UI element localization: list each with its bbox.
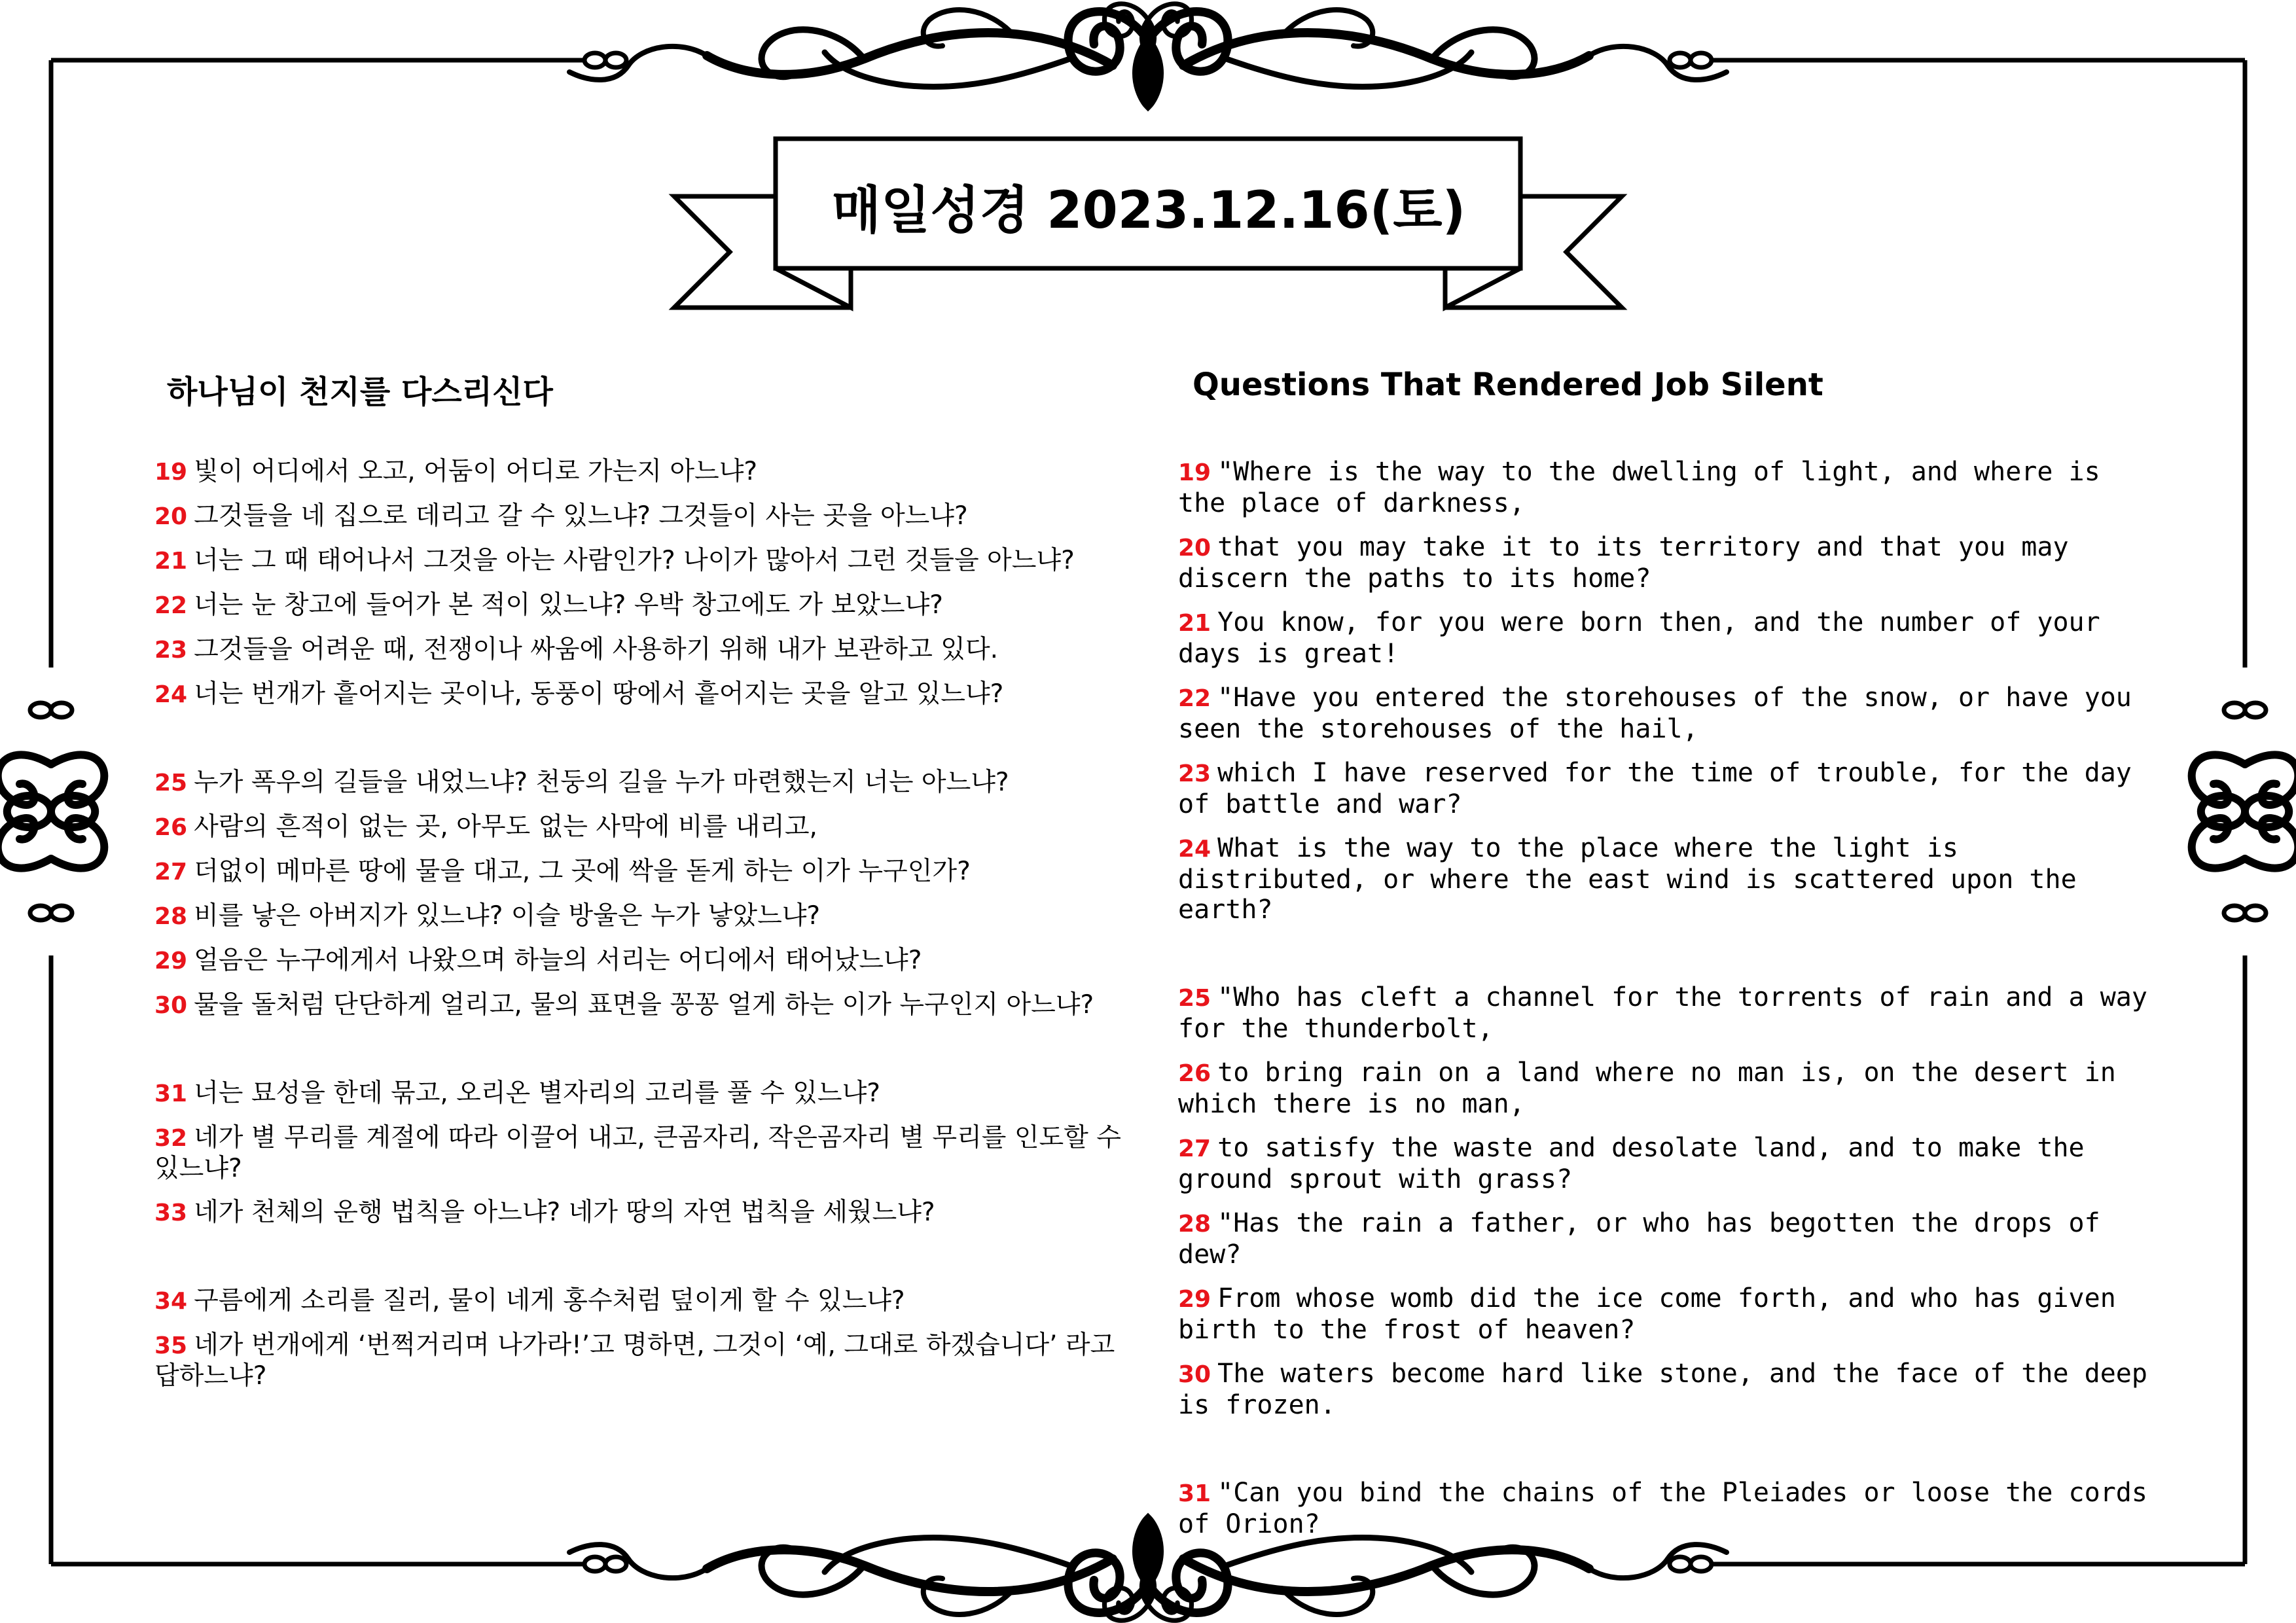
verse-text: You know, for you were born then, and the number of your days is great! (1178, 607, 2100, 669)
verse-number: 23 (1178, 760, 1211, 787)
verse-text: 네가 번개에게 ‘번쩍거리며 나가라!’고 명하면, 그것이 ‘예, 그대로 하겠습니다’ 라고 답하느냐? (154, 1330, 1115, 1391)
verse (1178, 1359, 2160, 1420)
verse (1178, 758, 2160, 819)
verse (154, 768, 1130, 798)
verse (154, 590, 1130, 621)
verse-number: 24 (154, 681, 188, 708)
verse-text: 물을 돌처럼 단단하게 얼리고, 물의 표면을 꽁꽁 얼게 하는 이가 누구인지 아느냐? (194, 990, 1094, 1020)
verse-text: 그것들을 네 집으로 데리고 갈 수 있느냐? 그것들이 사는 곳을 아느냐? (194, 501, 968, 531)
verse (154, 635, 1130, 666)
verse-text: to satisfy the waste and desolate land, and to make the ground sprout with grass? (1178, 1133, 2085, 1194)
verse-number: 20 (154, 503, 188, 530)
verse (154, 857, 1130, 887)
verse-text: which I have reserved for the time of trouble, for the day of battle and war? (1178, 758, 2132, 819)
verse-text: 그것들을 어려운 때, 전쟁이나 싸움에 사용하기 위해 내가 보관하고 있다. (194, 635, 999, 664)
verse-text: 네가 별 무리를 계절에 따라 이끌어 내고, 큰곰자리, 작은곰자리 별 무리를 인도할 수 있느냐? (154, 1123, 1121, 1183)
verse-text: 비를 낳은 아버지가 있느냐? 이슬 방울은 누가 낳았느냐? (194, 901, 821, 931)
verse-text: to bring rain on a land where no man is, on the desert in which there is no man, (1178, 1058, 2116, 1119)
verse (154, 946, 1130, 976)
verse-number: 21 (1178, 610, 1211, 637)
verse (154, 812, 1130, 843)
verse-number: 22 (154, 592, 188, 619)
verse (154, 501, 1130, 532)
verse-text: "Have you entered the storehouses of the snow, or have you seen the storehouses of the hail, (1178, 683, 2132, 744)
verse-number: 25 (1178, 985, 1211, 1012)
verse (154, 546, 1130, 577)
verse (154, 1079, 1130, 1109)
verse-number: 19 (1178, 459, 1211, 486)
verse-text: 사람의 흔적이 없는 곳, 아무도 없는 사막에 비를 내리고, (194, 812, 817, 842)
verse-number: 28 (154, 903, 188, 930)
verse (154, 1198, 1130, 1228)
verse-number: 31 (154, 1080, 188, 1107)
right-side-ornament (2192, 703, 2296, 920)
verse-text: 너는 묘성을 한데 묶고, 오리온 별자리의 고리를 풀 수 있느냐? (194, 1079, 880, 1108)
verse-text: that you may take it to its territory and that you may discern the paths to its home? (1178, 532, 2069, 594)
verse-text: "Can you bind the chains of the Pleiades or loose the cords of Orion? (1178, 1478, 2147, 1539)
verse (154, 679, 1130, 710)
verse-text: 구름에게 소리를 질러, 물이 네게 홍수처럼 덮이게 할 수 있느냐? (194, 1286, 905, 1315)
verse-text: 더없이 메마른 땅에 물을 대고, 그 곳에 싹을 돋게 하는 이가 누구인가? (194, 857, 971, 886)
verse (1178, 833, 2160, 925)
verse-number: 23 (154, 637, 188, 664)
verse (154, 901, 1130, 932)
verse-number: 28 (1178, 1211, 1211, 1238)
verse-number: 35 (154, 1332, 188, 1359)
verse (1178, 457, 2160, 518)
verse-number: 25 (154, 770, 188, 796)
verse (154, 1123, 1130, 1184)
korean-heading: 하나님이 천지를 다스리신다 (167, 374, 553, 410)
verse-text: What is the way to the place where the light is distributed, or where the east wind is scattered upon the earth? (1178, 833, 2077, 925)
verse-number: 26 (154, 814, 188, 841)
verse (1178, 1058, 2160, 1119)
verse-number: 27 (1178, 1135, 1211, 1162)
korean-column (154, 457, 1130, 1405)
verse-number: 21 (154, 548, 188, 575)
verse (1178, 982, 2160, 1044)
verse (1178, 532, 2160, 594)
verse (154, 1330, 1130, 1391)
verse-number: 20 (1178, 535, 1211, 562)
verse-text: The waters become hard like stone, and the face of the deep is frozen. (1178, 1359, 2147, 1420)
verse-number: 31 (1178, 1480, 1211, 1507)
page-title: 매일성경 2023.12.16(토) (831, 181, 1466, 240)
verse-number: 33 (154, 1200, 188, 1226)
verse-number: 29 (154, 948, 188, 974)
verse-number: 34 (154, 1288, 188, 1315)
verse-text: "Where is the way to the dwelling of light, and where is the place of darkness, (1178, 457, 2100, 518)
verse-number: 29 (1178, 1286, 1211, 1313)
verse (1178, 683, 2160, 744)
verse-number: 30 (1178, 1361, 1211, 1388)
verse-text: 너는 번개가 흩어지는 곳이나, 동풍이 땅에서 흩어지는 곳을 알고 있느냐? (194, 679, 1004, 709)
verse-text: 너는 그 때 태어나서 그것을 아는 사람인가? 나이가 많아서 그런 것들을 아느냐? (194, 546, 1075, 575)
verse-number: 30 (154, 992, 188, 1019)
top-flourish (569, 4, 1727, 105)
verse (1178, 1208, 2160, 1270)
verse-number: 32 (154, 1125, 188, 1152)
verse (1178, 1133, 2160, 1194)
verse-text: 빛이 어디에서 오고, 어둠이 어디로 가는지 아느냐? (194, 457, 758, 486)
verse-text: From whose womb did the ice come forth, and who has given birth to the frost of heaven? (1178, 1283, 2116, 1345)
verse-text: 네가 천체의 운행 법칙을 아느냐? 네가 땅의 자연 법칙을 세웠느냐? (194, 1198, 935, 1227)
verse (154, 990, 1130, 1021)
verse-text: 얼음은 누구에게서 나왔으며 하늘의 서리는 어디에서 태어났느냐? (194, 946, 922, 975)
verse (1178, 1478, 2160, 1539)
verse-number: 22 (1178, 685, 1211, 712)
verse-text: 누가 폭우의 길들을 내었느냐? 천둥의 길을 누가 마련했는지 너는 아느냐? (194, 768, 1009, 797)
verse-text: "Who has cleft a channel for the torrents of rain and a way for the thunderbolt, (1178, 982, 2147, 1044)
verse-number: 26 (1178, 1060, 1211, 1087)
verse-number: 24 (1178, 836, 1211, 863)
english-heading: Questions That Rendered Job Silent (1193, 366, 1823, 403)
verse-text: "Has the rain a father, or who has begotten the drops of dew? (1178, 1208, 2100, 1270)
verse (1178, 1283, 2160, 1345)
left-side-ornament (0, 703, 104, 920)
verse-number: 27 (154, 859, 188, 885)
verse-text: 너는 눈 창고에 들어가 본 적이 있느냐? 우박 창고에도 가 보았느냐? (194, 590, 944, 620)
verse (154, 1286, 1130, 1317)
verse-number: 19 (154, 459, 188, 486)
verse (154, 457, 1130, 488)
english-column (1178, 457, 2160, 1553)
verse (1178, 607, 2160, 669)
